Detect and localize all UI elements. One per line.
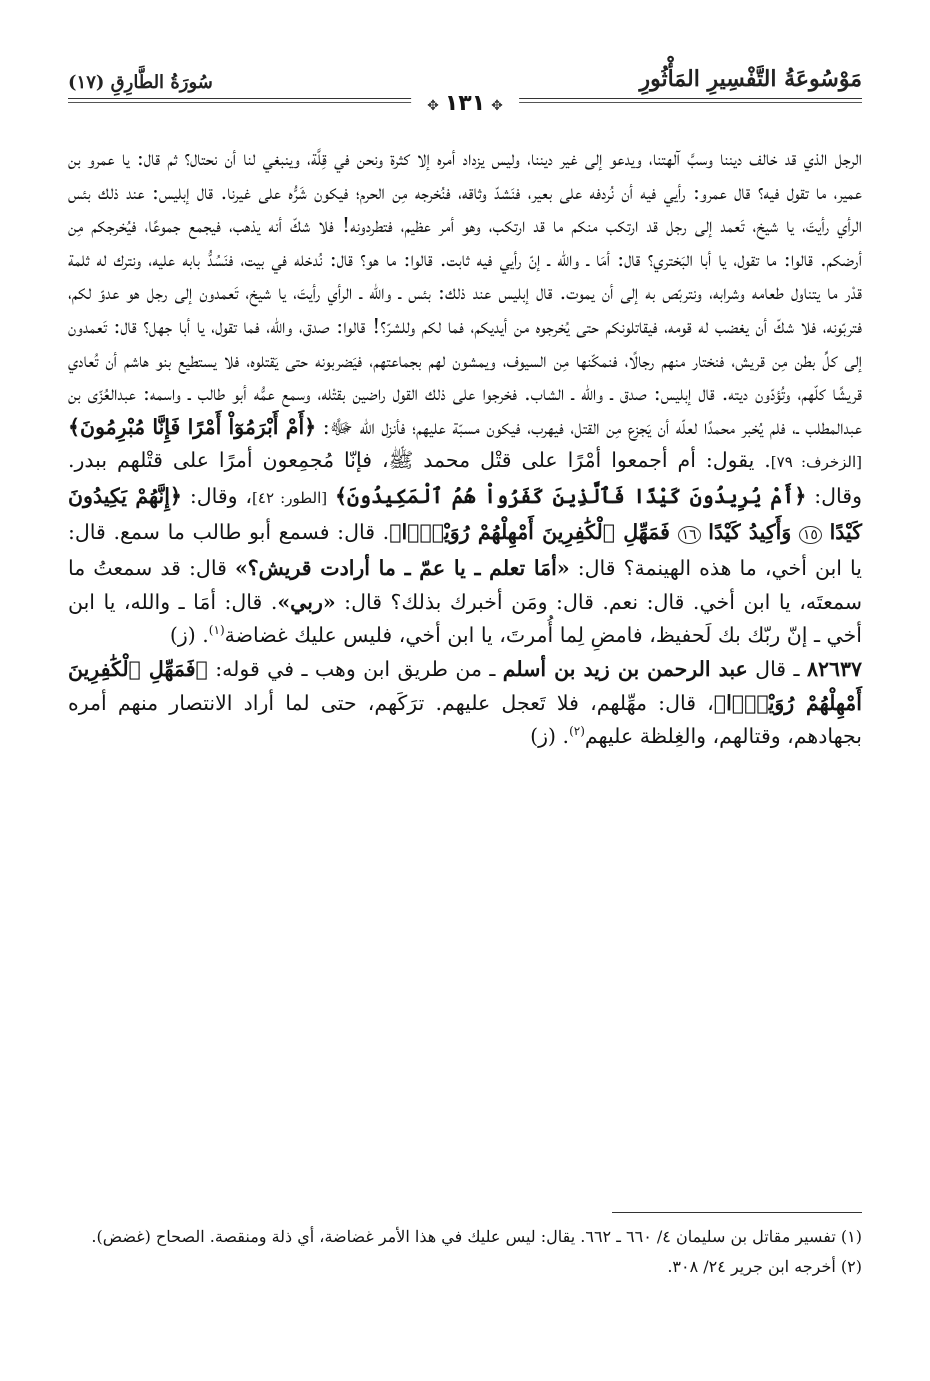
page-number-value: ١٣١ (444, 91, 486, 116)
footnote-1: (١) تفسير مقاتل بن سليمان ٤/ ٦٦٠ ـ ٦٦٢. يقال: ليس عليك في هذا الأمر غضاضة، أي ذلة ومنقصة. الصحاح (غضض). (91, 1227, 862, 1246)
hadith-quote: «أمَا تعلم ـ يا عمّ ـ ما أرادت قريش؟» (234, 556, 570, 581)
athar-text: ـ قال (747, 656, 807, 681)
narration-text: . (ز) (169, 623, 209, 648)
athar-text: . (ز) (530, 724, 570, 749)
footnote-2: (٢) أخرجه ابن جرير ٢٤/ ٣٠٨. (667, 1257, 862, 1276)
footnote-marker: (١) (208, 623, 225, 638)
athar-text: ـ من طريق ابن وهب ـ في قوله: (207, 656, 503, 681)
page-number (411, 92, 519, 118)
narrator-name: عبد الرحمن بن زيد بن أسلم (502, 656, 748, 681)
athar-text: ، قال: مهِّلهم، فلا تَعجل عليهم. ترَكَهم، حتى لما أراد الانتصار منهم أمره بجهادهم، وقتالهم، والغِلظة عليهم (68, 690, 862, 749)
verse-reference: [الطور: ٤٢] (252, 488, 328, 507)
ayah-number: ١٥ (799, 526, 822, 544)
surah-title: سُورَةُ الطَّارِقِ (١٧) (68, 72, 213, 93)
quran-verse: ﴿فَمَهِّلِ ٱلْكَٰفِرِينَ أَمْهِلْهُمْ رُوَيْدًۢا﴾ (68, 656, 862, 715)
paragraph-athar (68, 653, 862, 754)
footnote-rule (612, 1212, 862, 1213)
footnote-marker: (٢) (569, 724, 585, 739)
narration-text: الرجل الذي قد خالف ديننا وسبَّ آلهتنا، ويدعو إلى غير ديننا، وليس يزداد أمره إلا كثرة ونحن في قِلَّة، وينبغي لنا أن نحتال؟ ثم قال: يا عمرو بن عمير، ما تقول فيه؟ قال عمرو: رأيي فيه أن نُردفه على بعير، فنَشدّ وثاقه، فنُخرجه مِن الحرم؛ فيكون شَرُّه على غيرنا. قال إبليس: عند ذلك بئس الرأي رأيتَ، يا شيخ، تَعمد إلى رجل قد ارتكب منكم ما قد ارتكب، وهو أمر عظيم، فتطردونه! فلا شكّ أنه يذهب، فيجمع جموعًا، فيُخرجكم مِن أرضكم. قالوا: ما تقول، يا أبا البَختري؟ قال: أمَا ـ والله ـ إنّ رأيي فيه ثابت. قالوا: ما هو؟ قال: نُدخله في بيت، فنَسُدُّ بابه عليه، ونترك له ثلمة قدْر ما يتناول طعامه وشرابه، ونتربّص به إلى أن يموت. قال إبليس عند ذلك: بئس ـ والله ـ الرأي رأيتَ، يا شيخ، تَعمدون إلى رجل هو عدوّ لكم، فتربّونه، فلا شكّ أن يغضب له قومه، فيقاتلونكم حتى يُخرجوه من أيديكم، فما لكم وللشرّ؟! قالوا: صدق، والله، فما تقول، يا أبا جهل؟ قال: تَعمدون إلى كلِّ بطن مِن قريش، فنختار منهم رجالًا، فنمكّنها مِن السيوف، ويمشون لهم بجماعتهم، فيَضربونه حتى يَقتلوه، فلا يستطيع بنو هاشم أن تُعادي قريشًا كلّهم، وتُؤدّون ديته. قال إبليس: صدق ـ والله ـ الشاب. فخرجوا على ذلك القول راضين بقتْله، وسمع عمُّه أبو طالب ـ واسمه: عبدالعُزّى بن عبدالمطلب ـ، فلم يُخبر محمدًا لعلّه أن يَجزع مِن القتل، فيهرب، فيكون مسبّة عليهم؛ فأنزل الله ﷻ: (68, 146, 863, 439)
footnotes (68, 1222, 862, 1282)
verse-reference: [الزخرف: ٧٩] (770, 453, 862, 472)
paragraph-narration (68, 142, 862, 653)
narration-text: ، وقال: (189, 483, 253, 508)
narration-text: . قال: فسمع أبو طالب ما سمع. قال: يا ابن أخي، ما هذه الهينمة؟ قال: (68, 519, 863, 581)
quran-verse: ﴿أَمْ أَبْرَمُوٓاْ أَمْرًا فَإِنَّا مُبْرِمُونَ﴾ (68, 414, 317, 439)
book-title: مَوْسُوعَةُ التَّفْسِيرِ المَأْثُورِ (639, 66, 862, 92)
athar-number: ٨٢٦٣٧ (806, 656, 862, 681)
quran-verse: ﴿إِنَّهُمْ يَكِيدُونَ كَيْدًا (68, 483, 862, 544)
ayah-number: ١٦ (678, 526, 701, 544)
page-header (68, 66, 862, 114)
quran-verse: ﴿أَمْ يُرِيدُونَ كَيْدًا فَٱلَّذِينَ كَفَرُواْ هُمُ ٱلْمَكِيدُونَ﴾ (334, 483, 807, 508)
quran-verse: فَمَهِّلِ ٱلْكَٰفِرِينَ أَمْهِلْهُمْ رُوَيْدًۢا﴾ (389, 519, 670, 544)
narration-text: . قال: أمَا ـ والله، يا ابن أخي ـ إنّ ربّك بك لَحفيظ، فامضِ لِما أُمرتَ، يا ابن أخي، فليس عليك غضاضة (68, 589, 862, 648)
narration-text: قال: قد سمعتُ ما سمعتَه، يا ابن أخي. قال: نعم. قال: ومَن أخبرك بذلك؟ قال: (68, 556, 862, 614)
quran-verse: وَأَكِيدُ كَيْدًا (708, 519, 792, 544)
hadith-quote: «ربي» (277, 589, 336, 614)
narration-text: . يقول: أم أجمعوا أمْرًا على قتْل محمد ﷺ، فإنّا مُجمِعون أمرًا على قتْلهم ببدر. وقال: (68, 448, 862, 508)
ornament-icon: ✥ (491, 98, 503, 114)
main-text (68, 142, 862, 754)
ornament-icon: ✥ (427, 98, 439, 114)
